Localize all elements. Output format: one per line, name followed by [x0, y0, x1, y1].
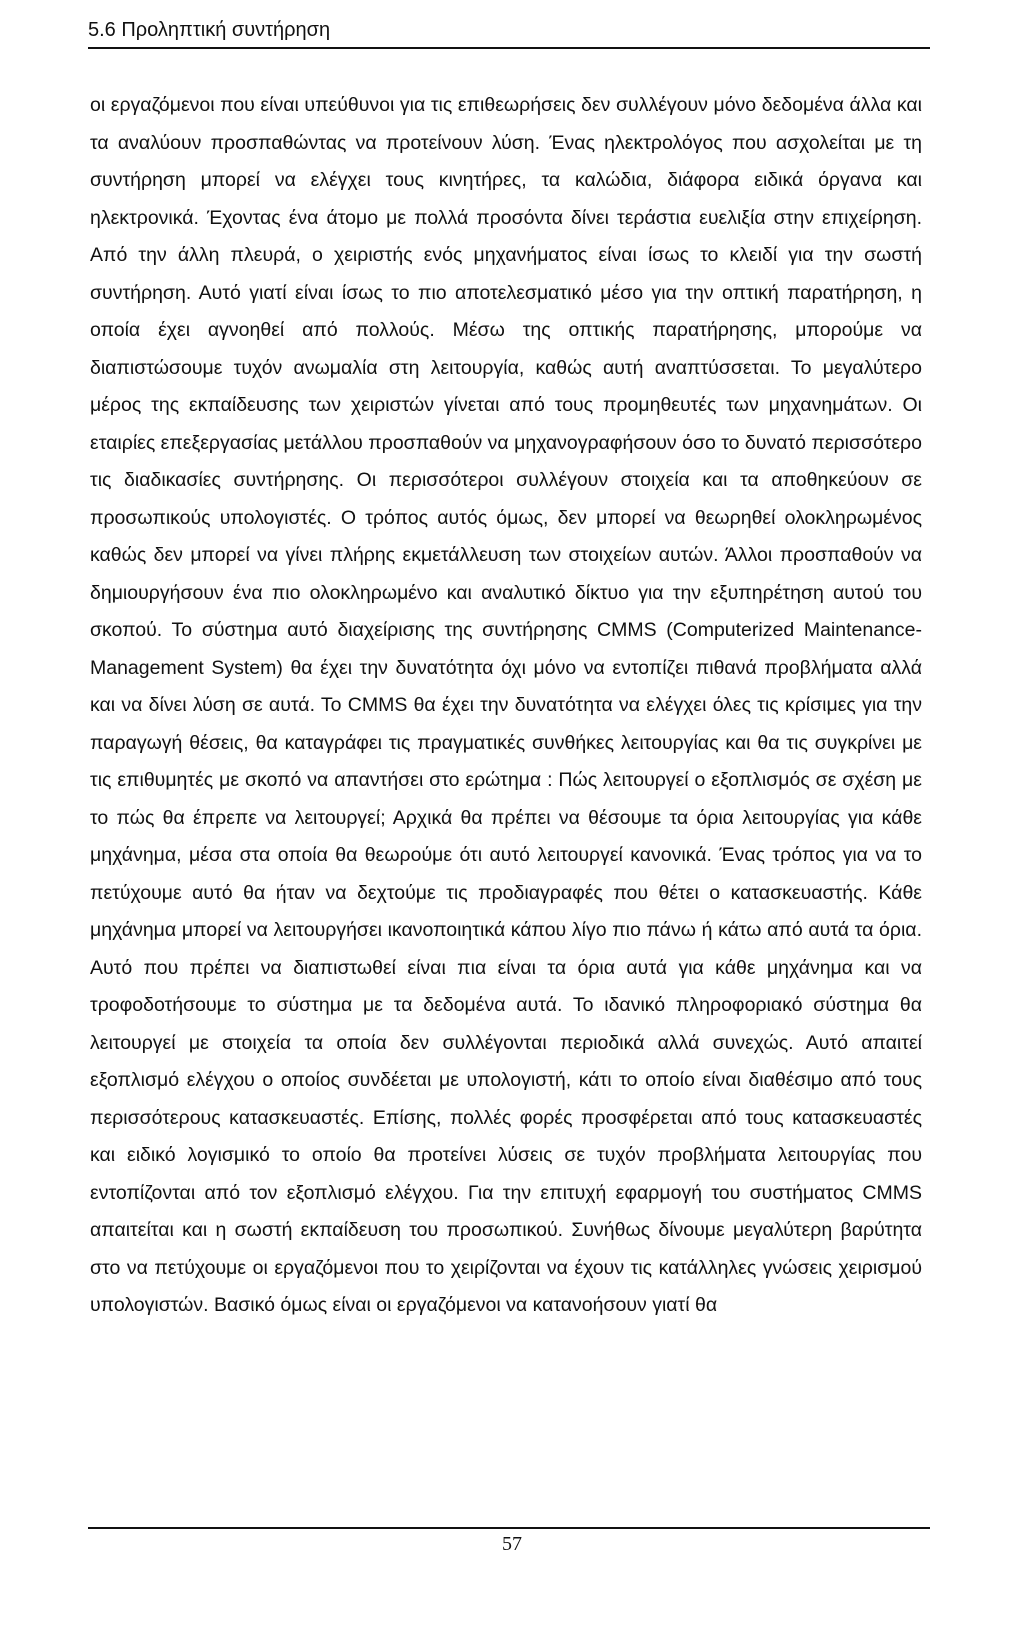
- running-header: 5.6 Προληπτική συντήρηση: [88, 19, 331, 41]
- page-number: 57: [502, 1533, 522, 1555]
- header-divider: [88, 47, 930, 49]
- footer-divider: [88, 1527, 930, 1529]
- body-paragraph: οι εργαζόμενοι που είναι υπεύθυνοι για τις επιθεωρήσεις δεν συλλέγουν μόνο δεδομένα άλλα και τα αναλύουν προσπαθώντας να προτείνουν λύση. Ένας ηλεκτρολόγος που ασχολείται με τη συντήρηση μπορεί να ελέγχει τους κινητήρες, τα καλώδια, διάφορα ειδικά όργανα και ηλεκτρονικά. Έχοντας ένα άτομο με πολλά προσόντα δίνει τεράστια ευελιξία στην επιχείρηση. Από την άλλη πλευρά, ο χειριστής ενός μηχανήματος είναι ίσως το κλειδί για την σωστή συντήρηση. Αυτό γιατί είναι ίσως το πιο αποτελεσματικό μέσο για την οπτική παρατήρηση, η οποία έχει αγνοηθεί από πολλούς. Μέσω της οπτικής παρατήρησης, μπορούμε να διαπιστώσουμε τυχόν ανωμαλία στη λειτουργία, καθώς αυτή αναπτύσσεται. Το μεγαλύτερο μέρος της εκπαίδευσης των χειριστών γίνεται από τους προμηθευτές των μηχανημάτων. Οι εταιρίες επεξεργασίας μετάλλου προσπαθούν να μηχανογραφήσουν όσο το δυνατό περισσότερο τις διαδικασίες συντήρησης. Οι περισσότεροι συλλέγουν στοιχεία και τα αποθηκεύουν σε προσωπικούς υπολογιστές. Ο τρόπος αυτός όμως, δεν μπορεί να θεωρηθεί ολοκληρωμένος καθώς δεν μπορεί να γίνει πλήρης εκμετάλλευση των στοιχείων αυτών. Άλλοι προσπαθούν να δημιουργήσουν ένα πιο ολοκληρωμένο και αναλυτικό δίκτυο για την εξυπηρέτηση αυτού του σκοπού. Το σύστημα αυτό διαχείρισης της συντήρησης CMMS (Computerized Maintenance-Management System) θα έχει την δυνατότητα όχι μόνο να εντοπίζει πιθανά προβλήματα αλλά και να δίνει λύση σε αυτά. Το CMMS θα έχει την δυνατότητα να ελέγχει όλες τις κρίσιμες για την παραγωγή θέσεις, θα καταγράφει τις πραγματικές συνθήκες λειτουργίας και θα τις συγκρίνει με τις επιθυμητές με σκοπό να απαντήσει στο ερώτημα : Πώς λειτουργεί ο εξοπλισμός σε σχέση με το πώς θα έπρεπε να λειτουργεί; Αρχικά θα πρέπει να θέσουμε τα όρια λειτουργίας για κάθε μηχάνημα, μέσα στα οποία θα θεωρούμε ότι αυτό λειτουργεί κανονικά. Ένας τρόπος για να το πετύχουμε αυτό θα ήταν να δεχτούμε τις προδιαγραφές που θέτει ο κατασκευαστής. Κάθε μηχάνημα μπορεί να λειτουργήσει ικανοποιητικά κάπου λίγο πιο πάνω ή κάτω από αυτά τα όρια. Αυτό που πρέπει να διαπιστωθεί είναι πια είναι τα όρια αυτά για κάθε μηχάνημα και να τροφοδοτήσουμε το σύστημα με τα δεδομένα αυτά. Το ιδανικό πληροφοριακό σύστημα θα λειτουργεί με στοιχεία τα οποία δεν συλλέγονται περιοδικά αλλά συνεχώς. Αυτό απαιτεί εξοπλισμό ελέγχου ο οποίος συνδέεται με υπολογιστή, κάτι το οποίο είναι διαθέσιμο από τους περισσότερους κατασκευαστές. Επίσης, πολλές φορές προσφέρεται από τους κατασκευαστές και ειδικό λογισμικό το οποίο θα προτείνει λύσεις σε τυχόν προβλήματα λειτουργίας που εντοπίζονται από τον εξοπλισμό ελέγχου. Για την επιτυχή εφαρμογή του συστήματος CMMS απαιτείται και η σωστή εκπαίδευση του προσωπικού. Συνήθως δίνουμε μεγαλύτερη βαρύτητα στο να πετύχουμε οι εργαζόμενοι που το χειρίζονται να έχουν τις κατάλληλες γνώσεις χειρισμού υπολογιστών. Βασικό όμως είναι οι εργαζόμενοι να κατανοήσουν γιατί θα: [90, 94, 922, 1316]
